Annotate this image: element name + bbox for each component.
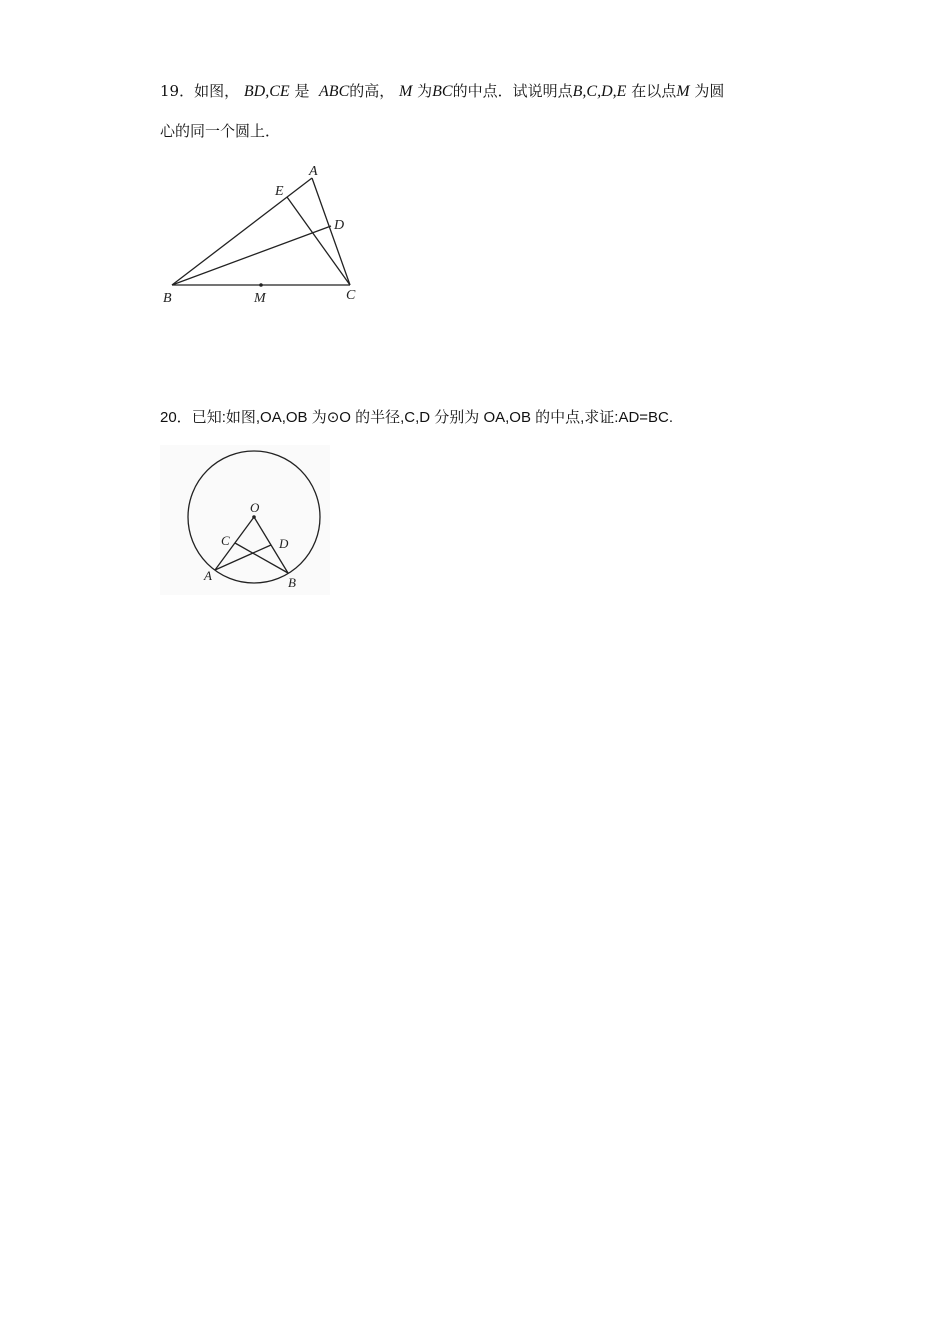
point-m	[259, 283, 263, 287]
q19-text-part: 在以点	[631, 82, 677, 100]
q19-var-m: M	[399, 83, 413, 100]
q19-line1	[160, 80, 724, 101]
q19-var-bc: BC	[432, 83, 453, 100]
q19-text-part: 如图，	[194, 82, 240, 100]
q19-var-points: B,C,D,E	[572, 83, 627, 100]
q19-var-m2: M	[676, 83, 690, 100]
q20-circle-figure	[160, 445, 330, 595]
label-c: C	[346, 288, 356, 303]
q19-var-bd-ce: BD,CE	[243, 83, 290, 100]
q19-text-part: 是	[294, 82, 310, 100]
label-b: B	[163, 291, 172, 306]
q19-var-abc: ABC	[319, 83, 350, 100]
q20-number: 20．	[160, 409, 192, 426]
q19-text-part: 的高，	[349, 82, 395, 100]
label-a: A	[309, 164, 318, 179]
q19-text-part: 为	[417, 82, 433, 100]
q20-text: 已知:如图,OA,OB 为⊙O 的半径,C,D 分别为 OA,OB 的中点,求证:AD=BC.	[191, 409, 674, 426]
label-d: D	[279, 536, 289, 551]
q20-line1	[160, 406, 673, 427]
q19-number: 19．	[160, 82, 195, 100]
q19-text-part: 为圆	[694, 82, 725, 100]
label-c: C	[221, 533, 230, 548]
label-m: M	[254, 291, 266, 306]
label-b: B	[288, 575, 296, 590]
segment-ce	[287, 197, 350, 285]
point-o	[252, 515, 256, 519]
q19-text-part: 的中点．试说明点	[452, 82, 573, 100]
segment-ba	[172, 178, 312, 285]
segment-bd	[172, 226, 331, 285]
figure-background	[160, 445, 330, 595]
label-o: O	[250, 500, 260, 515]
label-e: E	[275, 184, 284, 199]
q19-line2: 心的同一个圆上．	[160, 122, 281, 140]
label-d: D	[334, 218, 345, 233]
label-a: A	[204, 568, 212, 583]
q19-triangle-figure	[150, 155, 380, 315]
